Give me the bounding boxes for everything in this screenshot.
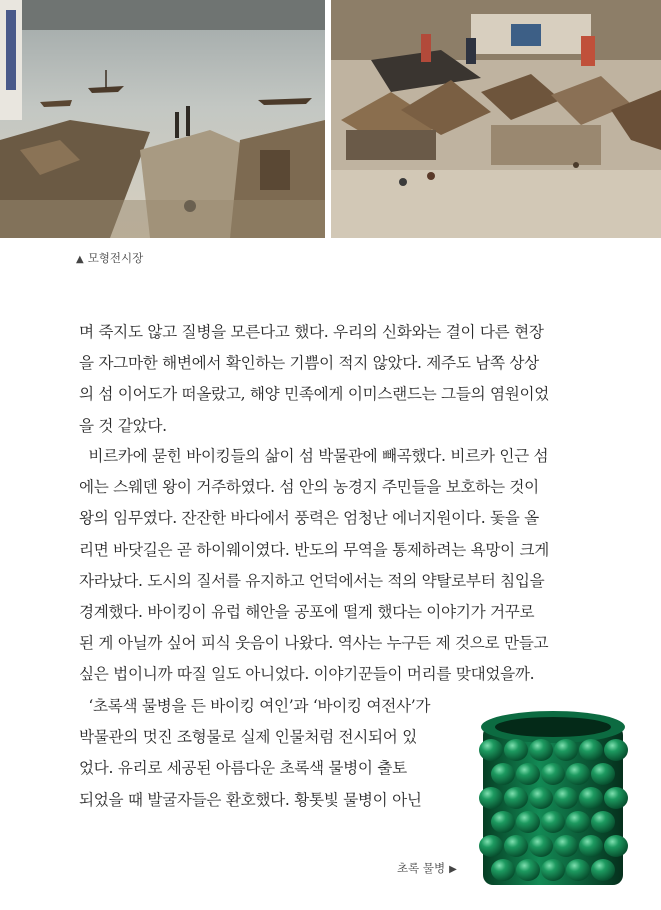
text-line: 며 죽지도 않고 질병을 모른다고 했다. 우리의 신화와는 결이 다른 현장 bbox=[79, 323, 544, 341]
diorama-village-photo bbox=[331, 0, 661, 238]
vase-knob bbox=[591, 859, 615, 881]
text-line: 비르카에 묻힌 바이킹들의 삶이 섬 박물관에 빼곡했다. 비르카 인근 섬 bbox=[79, 447, 549, 465]
text-line: 을 것 같았다. bbox=[79, 416, 167, 435]
text-line: 었다. 유리로 세공된 아름다운 초록색 물병이 출토 bbox=[79, 759, 407, 778]
vase-knob bbox=[504, 787, 528, 809]
text-line: ‘초록색 물병을 든 바이킹 여인’과 ‘바이킹 여전사’가 bbox=[79, 697, 431, 715]
vase-knob bbox=[541, 811, 565, 833]
text-line: 경계했다. 바이킹이 유럽 해안을 공포에 떨게 했다는 이야기가 거꾸로 bbox=[79, 603, 535, 622]
vase-knob bbox=[579, 787, 603, 809]
text-line: 리면 바닷길은 곧 하이웨이였다. 반도의 무역을 통제하려는 욕망이 크게 bbox=[79, 540, 550, 559]
paragraph-1 bbox=[79, 317, 549, 442]
vase-knob bbox=[479, 739, 503, 761]
vase-knob bbox=[579, 739, 603, 761]
vase-knob bbox=[566, 811, 590, 833]
green-vase-photo bbox=[455, 705, 650, 895]
vase-knob bbox=[479, 787, 503, 809]
vase-knob bbox=[529, 835, 553, 857]
text-line: 에는 스웨덴 왕이 거주하였다. 섬 안의 농경지 주민들을 보호하는 것이 bbox=[79, 478, 539, 497]
vase-knob bbox=[516, 763, 540, 785]
vase-knob bbox=[566, 859, 590, 881]
text-line: 자라났다. 도시의 질서를 유지하고 언덕에서는 적의 약탈로부터 침입을 bbox=[79, 571, 545, 590]
vase-knob bbox=[554, 739, 578, 761]
vase-knob bbox=[566, 763, 590, 785]
photo-caption-bottom bbox=[397, 860, 457, 876]
vase-knob bbox=[491, 763, 515, 785]
text-line: 박물관의 멋진 조형물로 실제 인물처럼 전시되어 있 bbox=[79, 728, 417, 747]
caption-bottom-text: 초록 물병 bbox=[397, 861, 446, 875]
vase-knob bbox=[604, 739, 628, 761]
vase-knob bbox=[491, 811, 515, 833]
text-line: 을 자그마한 해변에서 확인하는 기쁨이 적지 않았다. 제주도 남쪽 상상 bbox=[79, 354, 539, 373]
vase-knob bbox=[554, 787, 578, 809]
paragraph-3 bbox=[79, 691, 430, 816]
vase-knob bbox=[604, 835, 628, 857]
vase-knob bbox=[591, 763, 615, 785]
vase-knob bbox=[604, 787, 628, 809]
text-line: 의 섬 이어도가 떠올랐고, 해양 민족에게 이미스랜드는 그들의 염원이었 bbox=[79, 385, 550, 404]
text-line: 되었을 때 발굴자들은 환호했다. 황톳빛 물병이 아닌 bbox=[79, 790, 422, 809]
vase-knob bbox=[504, 739, 528, 761]
vase-knob bbox=[579, 835, 603, 857]
vase-knob bbox=[541, 763, 565, 785]
vase-knob bbox=[491, 859, 515, 881]
text-line: 왕의 임무였다. 잔잔한 바다에서 풍력은 엄청난 에너지원이다. 돛을 올 bbox=[79, 509, 539, 528]
vase-knob bbox=[516, 859, 540, 881]
up-triangle-icon: ▲ bbox=[76, 254, 84, 265]
caption-top-text: 모형전시장 bbox=[87, 251, 144, 265]
diorama-harbor-photo bbox=[0, 0, 325, 238]
right-triangle-icon: ▶ bbox=[449, 864, 457, 875]
vase-knob bbox=[591, 811, 615, 833]
vase-knob bbox=[529, 787, 553, 809]
vase-knob bbox=[554, 835, 578, 857]
text-line: 된 게 아닐까 싶어 피식 웃음이 나왔다. 역사는 누구든 제 것으로 만들고 bbox=[79, 634, 549, 653]
paragraph-2 bbox=[79, 441, 549, 691]
vase-knob bbox=[541, 859, 565, 881]
text-line: 싶은 법이니까 따질 일도 아니었다. 이야기꾼들이 머리를 맞대었을까. bbox=[79, 665, 535, 684]
vase-knob bbox=[529, 739, 553, 761]
vase-knob bbox=[479, 835, 503, 857]
photo-caption-top bbox=[76, 250, 143, 266]
vase-knob bbox=[504, 835, 528, 857]
vase-knob bbox=[516, 811, 540, 833]
